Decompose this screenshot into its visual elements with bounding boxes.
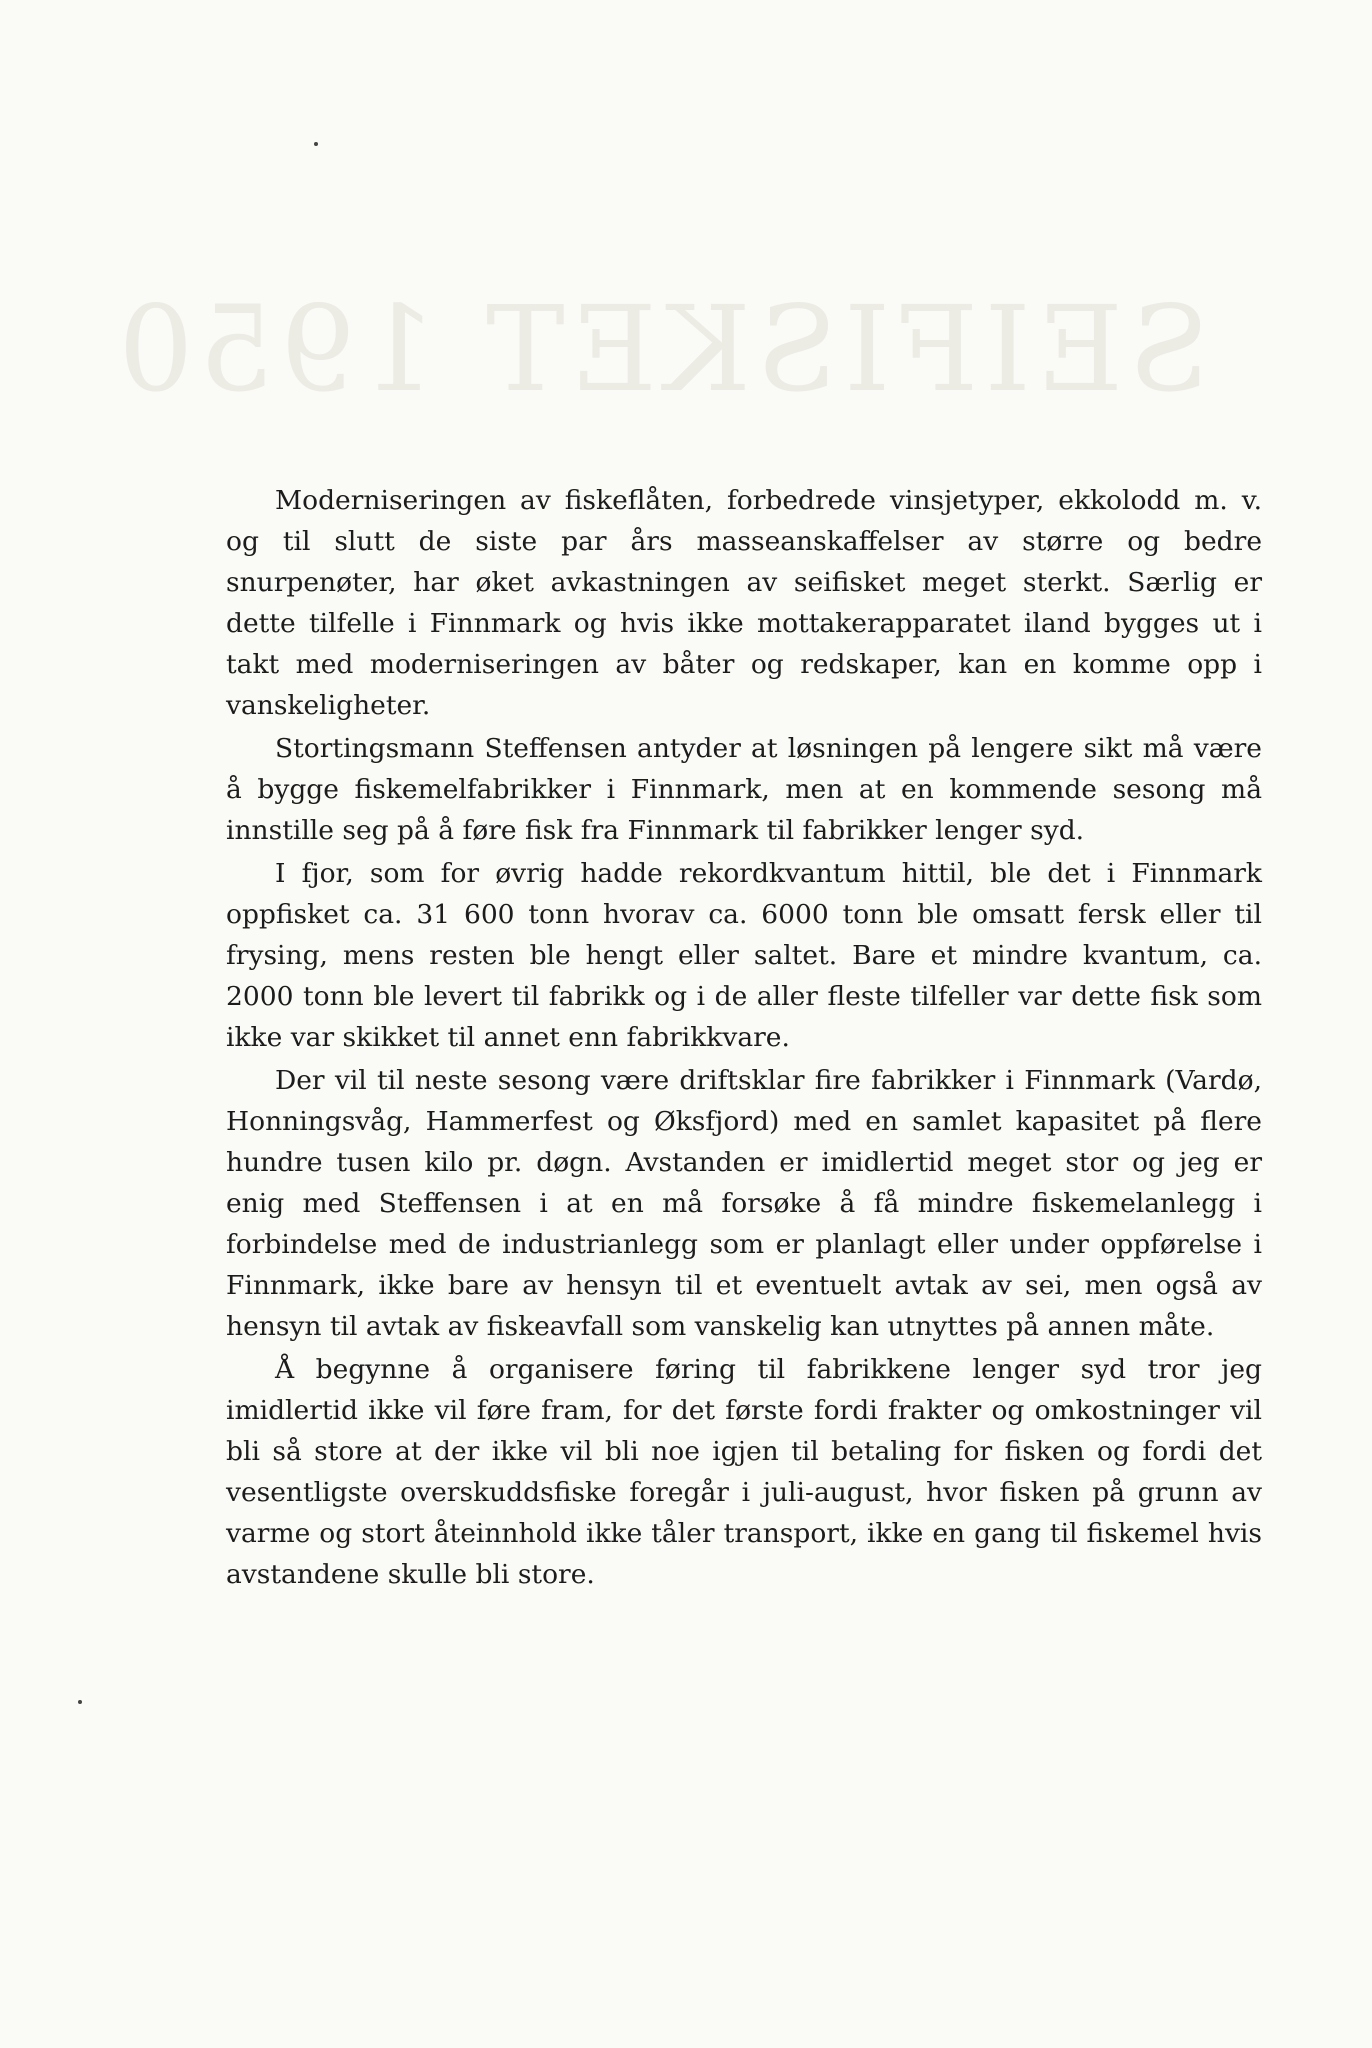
paragraph-3: I fjor, som for øvrig hadde rekordkvantum hittil, ble det i Finnmark oppfisket ca. 31 600 tonn hvorav ca. 6000 tonn ble omsatt fersk eller til frysing, mens resten ble hengt eller saltet. Bare et mindre kvantum, ca. 2000 tonn ble levert til fabrikk og i de aller fleste tilfeller var dette fisk som ikke var skikket til annet enn fabrikkvare. <box>226 858 1262 1053</box>
paper-speck <box>78 1700 82 1704</box>
paragraph-5: Å begynne å organisere føring til fabrikkene lenger syd tror jeg imidlertid ikke vil føre fram, for det første fordi frakter og omkostninger vil bli så store at der ikke vil bli noe igjen til betaling for fisken og fordi det vesentligste overskuddsfiske foregår i juli-august, hvor fisken på grunn av varme og stort åteinnhold ikke tåler transport, ikke en gang til fiskemel hvis avstandene skulle bli store. <box>226 1354 1262 1590</box>
paragraph-2: Stortingsmann Steffensen antyder at løsningen på lengere sikt må være å bygge fiskemelfabrikker i Finnmark, men at en kommende sesong må innstille seg på å føre fisk fra Finnmark til fabrikker lenger syd. <box>226 733 1262 846</box>
paragraph-1: Moderniseringen av fiskeflåten, forbedrede vinsjetyper, ekkolodd m. v. og til slutt de siste par års masseanskaffelser av større og bedre snurpenøter, har øket avkastningen av seifisket meget sterkt. Særlig er dette tilfelle i Finnmark og hvis ikke mottakerapparatet iland bygges ut i takt med moderniseringen av båter og redskaper, kan en komme opp i vanskeligheter. <box>226 485 1262 721</box>
paragraph-4: Der vil til neste sesong være driftsklar fire fabrikker i Finnmark (Vardø, Honningsvåg, Hammerfest og Øksfjord) med en samlet kapasitet på flere hundre tusen kilo pr. døgn. Avstanden er imidlertid meget stor og jeg er enig med Steffensen i at en må forsøke å få mindre fiskemelanlegg i forbindelse med de industrianlegg som er planlagt eller under oppførelse i Finnmark, ikke bare av hensyn til et eventuelt avtak av sei, men også av hensyn til avtak av fiskeavfall som vanskelig kan utnyttes på annen måte. <box>226 1065 1262 1342</box>
show-through-decoration: SEIFISKET 1950 <box>112 280 1210 418</box>
paper-speck <box>314 142 318 146</box>
body-text <box>226 480 1262 1595</box>
